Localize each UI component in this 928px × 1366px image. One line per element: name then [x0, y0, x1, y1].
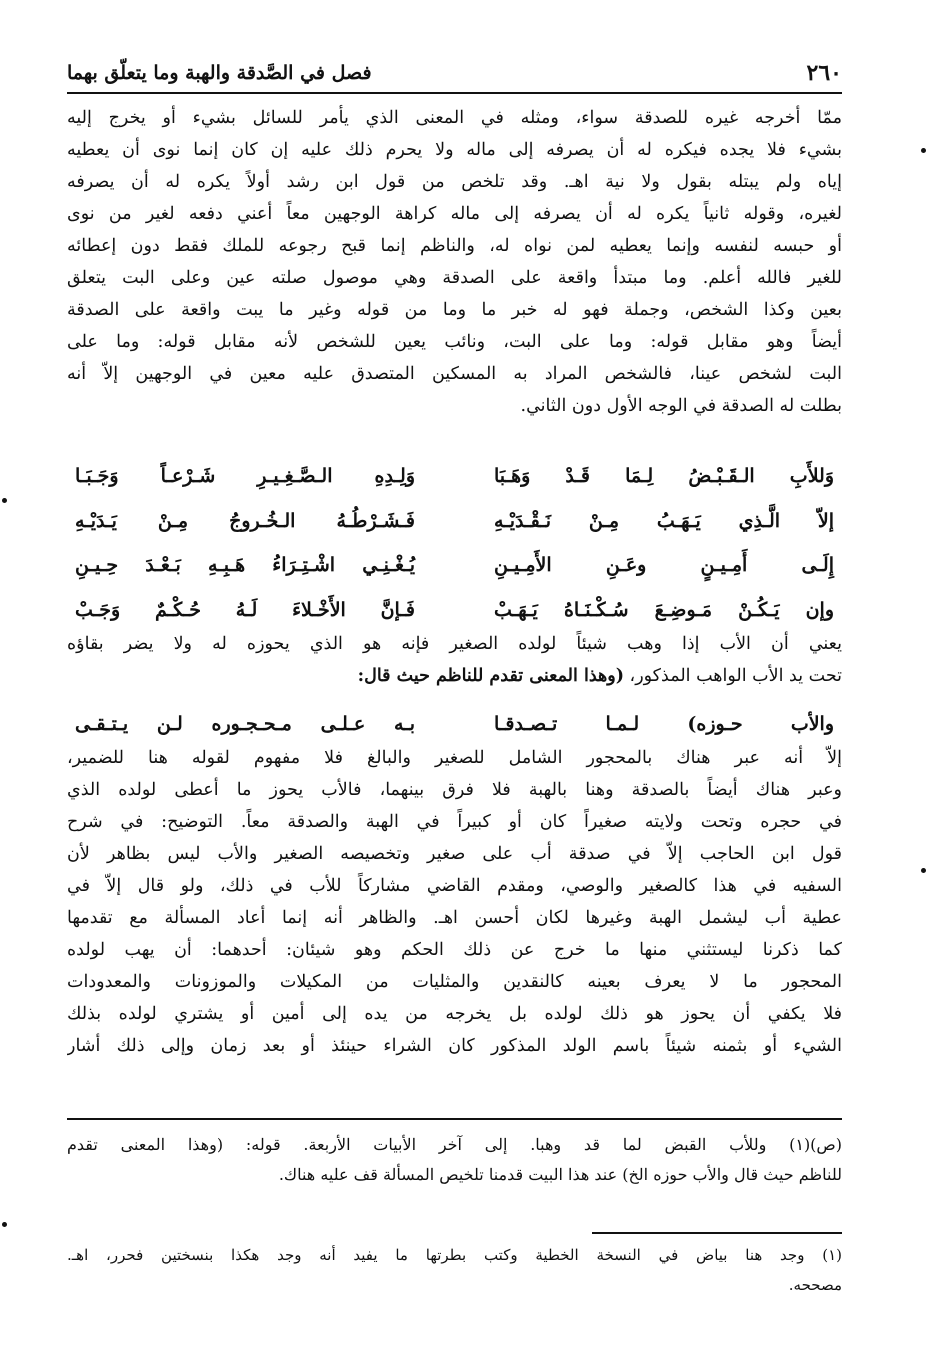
page-number: ٢٦٠ — [806, 60, 842, 86]
footnote-line: (١) وجد هنا بياض في النسخة الخطية وكتب بطرتها ما يفيد أنه وجد هكذا بنسختين فحرر، اهـ. — [67, 1246, 842, 1264]
page-header — [67, 56, 842, 90]
text-line: ممّا أخرجه غيره للصدقة سواء، ومثله في المعنى الذي يأمر للسائل بشيء أو يخرج إليه — [67, 108, 842, 128]
verse-second-hemistich: وَلِـدِهِ الـصَّـغِـيـرِ شَـرْعـاً وَجَـبَـا — [75, 465, 415, 487]
verse-first-hemistich: وَللأَبِ الـقَـبْـضُ لِـمَا قَـدْ وَهَـبَا — [494, 465, 834, 487]
text-line-with-quote — [67, 660, 842, 692]
bold-quote: (وهذا المعنى تقدم للناظم حيث قال: — [357, 666, 624, 686]
note-line: (ص)(١) وللأب القبض لما قد وهبا. إلى آخر الأبيات الأربعة. قوله: (وهذا المعنى تقدم — [67, 1135, 842, 1154]
verse-second-hemistich: بـه عـلـى مـحـجـوره لـن يـتـقـى — [75, 713, 415, 735]
text-line: إياه ولم يبتله بقول ولا نية اهـ. وقد تلخص من قول ابن رشد أولاً يكره له أن يصرفه — [67, 172, 842, 192]
verse-line — [67, 499, 842, 544]
text-line: المحجور ما لا يعرف بعينه كالنقدين والمثليات من المكيلات والموزونات والمعدودات — [67, 972, 842, 992]
text-line: بطلت له الصدقة في الوجه الأول دون الثاني. — [520, 396, 842, 416]
running-title: فصل في الصَّدقة والهبة وما يتعلّق بهما — [67, 62, 372, 84]
text-line: عطية أب ليشمل الهبة وغيرها لكان أحسن اهـ. والظاهر أنه إنما أعاد المسألة مع تقدمها — [67, 908, 842, 928]
text-line: قول ابن الحاجب إلاّ في صدقة أب على صغير وتخصيصه الصغير والأب ليس بظاهر لأن — [67, 844, 842, 864]
scan-mark — [921, 148, 926, 153]
text-line: وعبر هناك أيضاً بالصدقة وهنا بالهبة فلا فرق بينهما، فالأب يحوز ما أعطى لولده الذي — [67, 780, 842, 800]
footnote-short-divider — [592, 1232, 842, 1234]
paragraph-3 — [67, 742, 842, 1062]
text-line: أو حبسه لنفسه وإنما يعطيه لمن نواه له، والناظم إنما قبح رجوعه للملك فقط دون إعطائه — [67, 236, 842, 256]
note-line: للناظم حيث قال والأب حوزه الخ) عند هذا البيت قدمنا تلخيص المسألة قف عليه هناك. — [278, 1165, 842, 1184]
text-line: لغيره، وقوله ثانياً يكره له أن يصرفه إلى ماله كراهة الوجهين معاً أعني دفعه لغير من نوى — [67, 204, 842, 224]
scan-mark — [2, 1222, 7, 1227]
text-line: البت لشخص عينا، فالشخص المراد به المسكين المتصدق عليه معين في الوجهين إلاّ أنه — [67, 364, 842, 384]
poem-verses — [67, 454, 842, 632]
text-fragment: تحت يد الأب الواهب المذكور، — [623, 666, 842, 686]
verse-line — [67, 454, 842, 499]
text-line: إلاّ أنه عبر هناك بالمحجور الشامل للصغير والبالغ فلا مفهوم لقوله هنا للضمير، — [67, 748, 842, 768]
quoted-verse — [67, 706, 842, 742]
text-line: أيضاً وهو مقابل قوله: وما على البت، ونائب يعين للشخص لأنه مقابل قوله: وما على — [67, 332, 842, 352]
verse-line — [67, 588, 842, 633]
verse-first-hemistich: وإن يَـكُـنْ مَـوضِـعَ سُـكْـنَـاهُ يَـهَـبْ — [494, 598, 834, 621]
text-line: في حجره وتحت ولايته صغيراً كان أو كبيراً في الهبة والصدقة معاً. التوضيح: في شرح — [67, 812, 842, 832]
text-line: بعين وكذا الشخص، وجملة فهو له خبر ما وما من قوله وغير ما يبت واقعة على الصدقة — [67, 300, 842, 320]
paragraph-2 — [67, 628, 842, 692]
verse-first-hemistich: إلاّ الَّـذِي يَـهَـبُ مِـنْ نَـقْـدَيْـهِ — [494, 509, 834, 532]
verse-second-hemistich: فَـإنَّ الأَخْـلاءَ لَـهُ حُـكْـمٌ وَجَـبْ — [75, 598, 415, 621]
text-line: فلا يكفي أن يحوز هو ذلك لولده بل يخرجه من يده إلى أمين أو يشتري لولده بذلك — [67, 1004, 842, 1024]
paragraph-1 — [67, 102, 842, 422]
text-line: يعني أن الأب إذا وهب شيئاً لولده الصغير فإنه هو الذي يحوزه له ولا يضر بقاؤه — [67, 634, 842, 654]
text-line: بشيء فلا يجده فيكره له أن يصرفه إلى ماله ولا يحرم ذلك عليه إن كان إنما نوى أن يعطيه — [67, 140, 842, 160]
verse-second-hemistich: فَـشَـرْطُـهُ الـخُـروجُ مِـنْ يَـدَيْـهِ — [75, 509, 415, 532]
text-line: كما ذكرنا ليستثني منها ما خرج عن ذلك الحكم وهو شيئان: أحدهما: أن يهب لولده — [67, 940, 842, 960]
verse-second-hemistich: يُـغْـنِـي اشْـتِـرَاءُ هَـبِـهِ بَـعْـدَ حِـيـنِ — [75, 554, 415, 576]
text-line: للغير فالله أعلم. وما مبتدأ واقعة على الصدقة وهي موصول صلته عين وعلى البت يتعلق — [67, 268, 842, 288]
header-divider — [67, 92, 842, 94]
margin-note — [67, 1130, 842, 1190]
text-line: الشيء أو بثمنه شيئاً باسم الولد المذكور كان الشراء حينئذ أو بعد زمان وإلى ذلك أشار — [67, 1036, 842, 1056]
scan-mark — [2, 498, 7, 503]
text-line: السفيه في هذا كالصغير والوصي، ومقدم القاضي مشاركاً للأب في ذلك، ولو قال إلاّ في — [67, 876, 842, 896]
verse-first-hemistich: والأب حـوزه) لـمـا تـصـدقـا — [494, 713, 834, 735]
footnote-divider — [67, 1118, 842, 1120]
verse-first-hemistich: إِلَـى أَمِـيـنٍ وعَـنِ الأَمِـيـنِ — [494, 554, 834, 576]
verse-line — [67, 543, 842, 588]
footnote — [67, 1240, 842, 1300]
footnote-line: مصححه. — [788, 1276, 842, 1294]
scan-mark — [921, 868, 926, 873]
